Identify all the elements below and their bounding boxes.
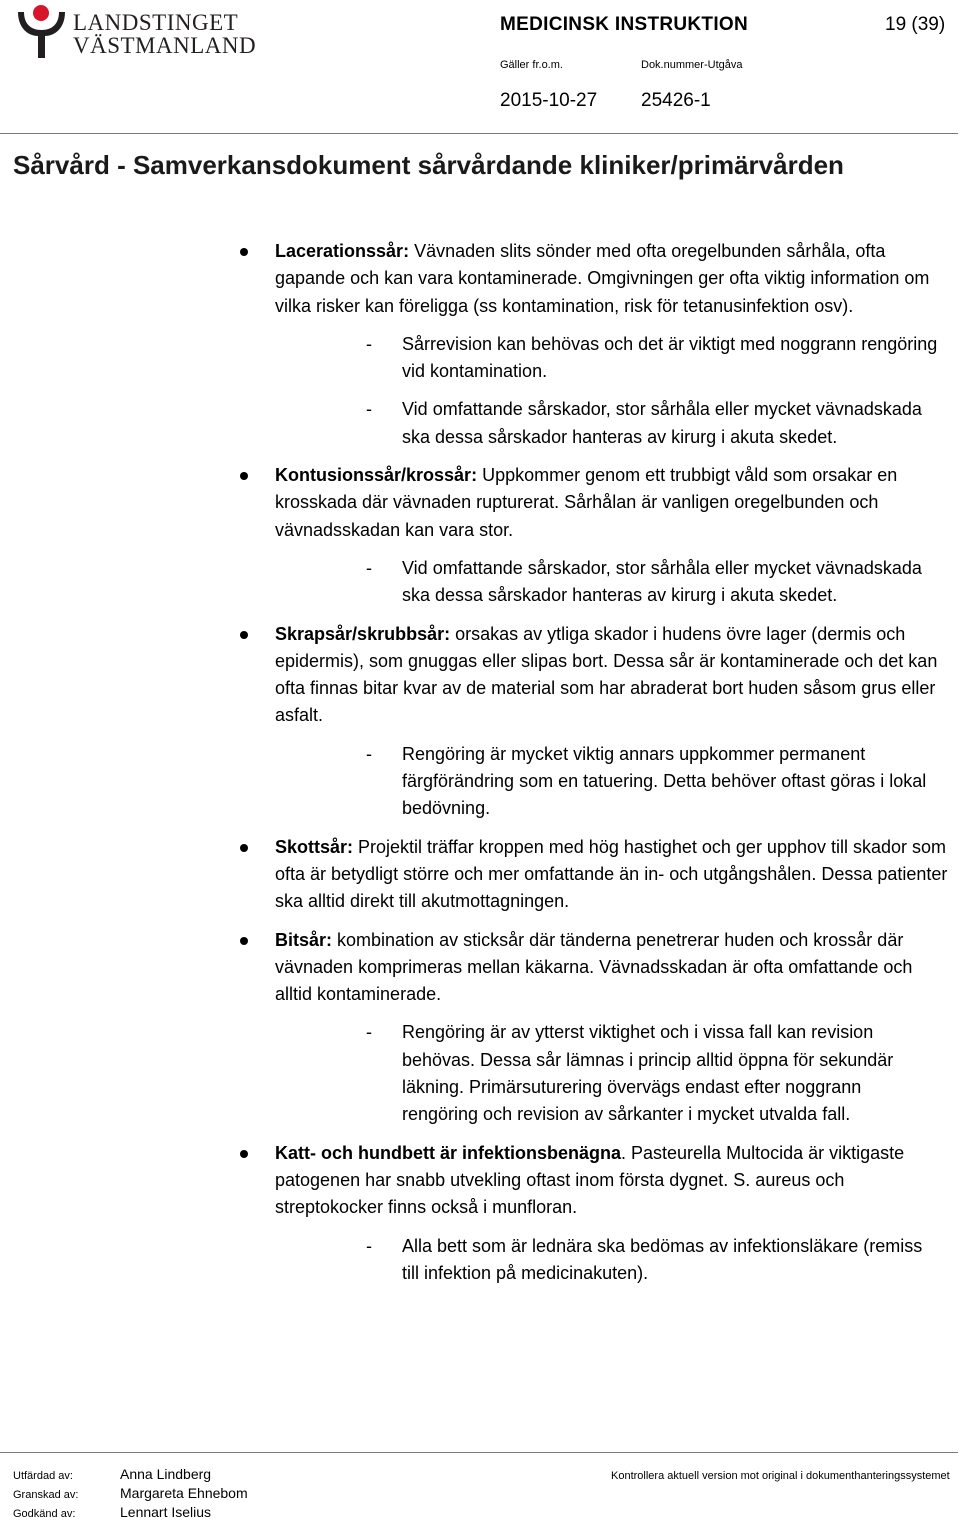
item-text: Vävnaden slits sönder med ofta oregelbunden sårhåla, ofta gapande och kan vara kontaminerade. Omgivningen ger ofta viktig information om vilka risker kan föreligga (ss kontamination, risk för tetanusinfektion osv). xyxy=(275,241,930,316)
reviewed-by-label: Granskad av: xyxy=(13,1489,79,1501)
reviewed-by-name: Margareta Ehnebom xyxy=(120,1485,248,1501)
document-number: 25426-1 xyxy=(641,90,711,111)
item-term: Skrapsår/skrubbsår: xyxy=(275,623,451,644)
sub-item xyxy=(0,396,960,451)
document-type: MEDICINSK INSTRUKTION xyxy=(500,14,749,35)
item-term: Katt- och hundbett är infektionsbenägna xyxy=(275,1142,622,1163)
valid-from-label: Gäller fr.o.m. xyxy=(500,59,563,71)
bullet-icon xyxy=(240,248,248,256)
sub-item-text: Rengöring är av ytterst viktighet och i vissa fall kan revision behövas. Dessa sår lämnas i princip alltid öppna för sekundär läkning. Primärsuturering övervägs endast efter noggrann rengöring och revision av sårkanter i mycket utvalda fall. xyxy=(402,1022,894,1125)
issued-by-label: Utfärdad av: xyxy=(13,1470,73,1482)
sub-item-text: Vid omfattande sårskador, stor sårhåla eller mycket vävnadskada ska dessa sårskador hanteras av kirurg i akuta skedet. xyxy=(402,557,922,606)
item-term: Lacerationssår: xyxy=(275,241,410,261)
sub-item-text: Sårrevision kan behövas och det är viktigt med noggrann rengöring vid kontamination. xyxy=(402,333,938,382)
item-text: orsakas av ytliga skador i hudens övre lager (dermis och epidermis), som gnuggas eller slipas bort. Dessa sår är kontaminerade och det kan ofta finnas bitar kvar av de material som har abraderat bort huden såsom grus eller asfalt. xyxy=(275,623,938,726)
dash-icon: - xyxy=(366,1235,372,1256)
approved-by-name: Lennart Iselius xyxy=(120,1504,212,1520)
dash-icon: - xyxy=(366,557,372,578)
organization-logo xyxy=(12,2,257,60)
sub-item xyxy=(0,1233,960,1288)
document-body xyxy=(0,238,960,1298)
list-item xyxy=(0,462,960,544)
sub-item-text: Vid omfattande sårskador, stor sårhåla eller mycket vävnadskada ska dessa sårskador hanteras av kirurg i akuta skedet. xyxy=(402,399,922,447)
sub-item xyxy=(0,741,960,823)
item-text: kombination av sticksår där tänderna penetrerar huden och krossår där vävnaden komprimeras mellan käkarna. Vävnadsskadan är ofta omfattande och alltid kontaminerade. xyxy=(275,929,913,1005)
bullet-icon xyxy=(240,631,248,639)
page-number: 19 (39) xyxy=(885,14,946,35)
item-text: Uppkommer genom ett trubbigt våld som orsakar en krosskada där vävnaden rupturerat. Sårhålan är vanligen oregelbunden och vävnadsskadan kan vara stor. xyxy=(275,465,898,540)
sub-item xyxy=(0,331,960,386)
bullet-icon xyxy=(240,937,248,945)
bullet-icon xyxy=(240,472,248,480)
list-item xyxy=(0,621,960,730)
item-term: Kontusionssår/krossår: xyxy=(275,465,478,486)
list-item xyxy=(0,927,960,1009)
logo-text-line1: LANDSTINGET xyxy=(73,10,239,35)
item-text: . Pasteurella Multocida är viktigaste patogenen har snabb utvekling oftast inom första dygnet. S. aureus och streptokocker finns också i munfloran. xyxy=(275,1142,905,1218)
approved-by-label: Godkänd av: xyxy=(13,1508,76,1520)
sub-item xyxy=(0,555,960,610)
item-term: Bitsår: xyxy=(275,929,333,950)
list-item xyxy=(0,1140,960,1222)
dash-icon: - xyxy=(366,333,372,354)
bullet-icon xyxy=(240,844,248,852)
document-number-label: Dok.nummer-Utgåva xyxy=(641,59,743,71)
version-control-note: Kontrollera aktuell version mot original i dokumenthanteringssystemet xyxy=(611,1470,950,1482)
sub-item-text: Alla bett som är lednära ska bedömas av infektionsläkare (remiss till infektion på medicinakuten). xyxy=(402,1235,923,1283)
issued-by-name: Anna Lindberg xyxy=(120,1466,212,1482)
header-divider xyxy=(0,133,958,134)
page-title: Sårvård - Samverkansdokument sårvårdande kliniker/primärvården xyxy=(13,150,844,180)
sub-item xyxy=(0,1019,960,1128)
dash-icon: - xyxy=(366,743,372,764)
sub-item-text: Rengöring är mycket viktig annars uppkommer permanent färgförändring som en tatuering. Detta behöver oftast göras i lokal bedövning. xyxy=(402,743,927,819)
list-item xyxy=(0,238,960,320)
footer-divider xyxy=(0,1452,958,1453)
item-term: Skottsår: xyxy=(275,836,354,857)
bullet-icon xyxy=(240,1150,248,1158)
logo-emblem-icon xyxy=(12,2,72,60)
list-item xyxy=(0,834,960,916)
dash-icon: - xyxy=(366,1022,372,1043)
logo-text-line2: VÄSTMANLAND xyxy=(73,33,257,58)
item-text: Projektil träffar kroppen med hög hastighet och ger upphov till skador som ofta är betydligt större och mer omfattande än in- och utgångshålen. Dessa patienter ska alltid direkt till akutmottagningen. xyxy=(275,836,948,912)
valid-from-date: 2015-10-27 xyxy=(500,90,598,111)
dash-icon: - xyxy=(366,399,372,420)
